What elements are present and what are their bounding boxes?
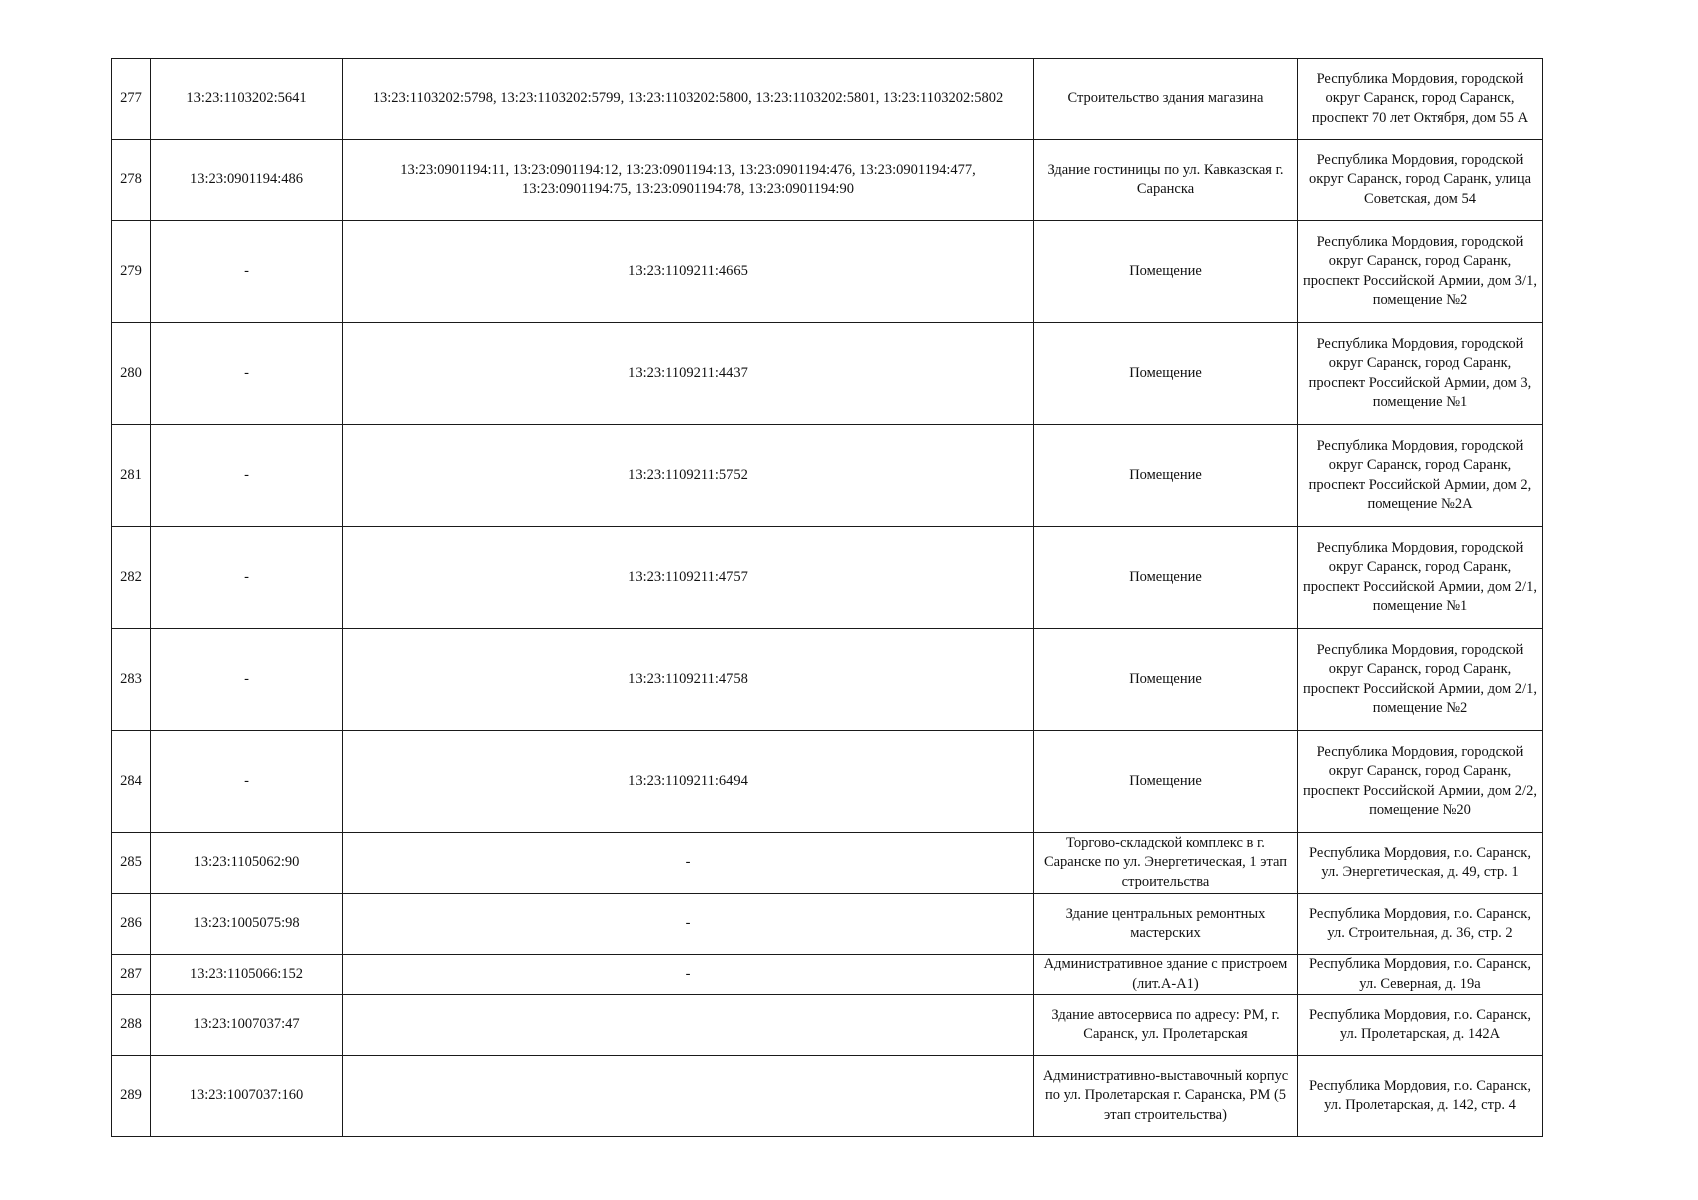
object-address: Республика Мордовия, городской округ Саранск, город Саранк, проспект Российской Армии, дом 2/1, помещение №1 bbox=[1298, 527, 1543, 629]
object-numbers: 13:23:1103202:5798, 13:23:1103202:5799, 13:23:1103202:5800, 13:23:1103202:5801, 13:23:1103202:5802 bbox=[343, 59, 1034, 140]
object-address: Республика Мордовия, г.о. Саранск, ул. Пролетарская, д. 142А bbox=[1298, 995, 1543, 1056]
object-name: Помещение bbox=[1034, 425, 1298, 527]
row-number: 277 bbox=[112, 59, 151, 140]
object-numbers: 13:23:1109211:5752 bbox=[343, 425, 1034, 527]
row-number: 279 bbox=[112, 221, 151, 323]
object-name: Строительство здания магазина bbox=[1034, 59, 1298, 140]
object-numbers: 13:23:1109211:6494 bbox=[343, 731, 1034, 833]
object-name: Помещение bbox=[1034, 629, 1298, 731]
row-number: 288 bbox=[112, 995, 151, 1056]
table-row bbox=[112, 527, 1543, 629]
object-numbers bbox=[343, 1056, 1034, 1137]
object-name: Помещение bbox=[1034, 527, 1298, 629]
object-address: Республика Мордовия, городской округ Саранск, город Саранк, проспект Российской Армии, дом 2/1, помещение №2 bbox=[1298, 629, 1543, 731]
table-row bbox=[112, 221, 1543, 323]
cadastral-number: - bbox=[151, 221, 343, 323]
cadastral-number: 13:23:1005075:98 bbox=[151, 894, 343, 955]
table-row bbox=[112, 59, 1543, 140]
object-numbers: 13:23:1109211:4665 bbox=[343, 221, 1034, 323]
object-name: Торгово-складской комплекс в г. Саранске по ул. Энергетическая, 1 этап строительства bbox=[1034, 833, 1298, 894]
row-number: 284 bbox=[112, 731, 151, 833]
object-address: Республика Мордовия, г.о. Саранск, ул. Энергетическая, д. 49, стр. 1 bbox=[1298, 833, 1543, 894]
cadastral-number: 13:23:1105062:90 bbox=[151, 833, 343, 894]
object-numbers: 13:23:1109211:4437 bbox=[343, 323, 1034, 425]
row-number: 281 bbox=[112, 425, 151, 527]
object-address: Республика Мордовия, городской округ Саранск, город Саранск, проспект 70 лет Октября, дом 55 А bbox=[1298, 59, 1543, 140]
object-name: Помещение bbox=[1034, 221, 1298, 323]
object-numbers: - bbox=[343, 833, 1034, 894]
cadastral-number: - bbox=[151, 731, 343, 833]
cadastral-number: - bbox=[151, 425, 343, 527]
table-row bbox=[112, 323, 1543, 425]
object-name: Здание автосервиса по адресу: РМ, г. Саранск, ул. Пролетарская bbox=[1034, 995, 1298, 1056]
cadastral-number: 13:23:1007037:47 bbox=[151, 995, 343, 1056]
object-numbers bbox=[343, 995, 1034, 1056]
cadastral-number: 13:23:0901194:486 bbox=[151, 140, 343, 221]
table-row bbox=[112, 995, 1543, 1056]
registry-table bbox=[111, 58, 1543, 1137]
table-row bbox=[112, 955, 1543, 995]
object-name: Здание центральных ремонтных мастерских bbox=[1034, 894, 1298, 955]
table-row bbox=[112, 629, 1543, 731]
object-address: Республика Мордовия, городской округ Саранск, город Саранк, проспект Российской Армии, дом 3, помещение №1 bbox=[1298, 323, 1543, 425]
row-number: 278 bbox=[112, 140, 151, 221]
table-row bbox=[112, 731, 1543, 833]
object-address: Республика Мордовия, г.о. Саранск, ул. Пролетарская, д. 142, стр. 4 bbox=[1298, 1056, 1543, 1137]
cadastral-number: - bbox=[151, 629, 343, 731]
object-name: Помещение bbox=[1034, 731, 1298, 833]
object-address: Республика Мордовия, городской округ Саранск, город Саранк, проспект Российской Армии, дом 2/2, помещение №20 bbox=[1298, 731, 1543, 833]
object-numbers: 13:23:1109211:4758 bbox=[343, 629, 1034, 731]
row-number: 280 bbox=[112, 323, 151, 425]
object-address: Республика Мордовия, г.о. Саранск, ул. Строительная, д. 36, стр. 2 bbox=[1298, 894, 1543, 955]
row-number: 283 bbox=[112, 629, 151, 731]
row-number: 287 bbox=[112, 955, 151, 995]
object-name: Здание гостиницы по ул. Кавказская г. Саранска bbox=[1034, 140, 1298, 221]
object-numbers: 13:23:1109211:4757 bbox=[343, 527, 1034, 629]
table-row bbox=[112, 833, 1543, 894]
object-numbers: 13:23:0901194:11, 13:23:0901194:12, 13:23:0901194:13, 13:23:0901194:476, 13:23:0901194:477, 13:23:0901194:75, 13:23:0901194:78, 13:23:0901194:90 bbox=[343, 140, 1034, 221]
row-number: 282 bbox=[112, 527, 151, 629]
table-row bbox=[112, 894, 1543, 955]
cadastral-number: - bbox=[151, 323, 343, 425]
object-address: Республика Мордовия, городской округ Саранск, город Саранк, улица Советская, дом 54 bbox=[1298, 140, 1543, 221]
object-name: Помещение bbox=[1034, 323, 1298, 425]
row-number: 285 bbox=[112, 833, 151, 894]
table-row bbox=[112, 425, 1543, 527]
object-name: Административное здание с пристроем (лит.А-А1) bbox=[1034, 955, 1298, 995]
table-row bbox=[112, 140, 1543, 221]
table-row bbox=[112, 1056, 1543, 1137]
cadastral-number: 13:23:1007037:160 bbox=[151, 1056, 343, 1137]
object-address: Республика Мордовия, г.о. Саранск, ул. Северная, д. 19а bbox=[1298, 955, 1543, 995]
object-name: Административно-выставочный корпус по ул. Пролетарская г. Саранска, РМ (5 этап строительства) bbox=[1034, 1056, 1298, 1137]
object-address: Республика Мордовия, городской округ Саранск, город Саранк, проспект Российской Армии, дом 3/1, помещение №2 bbox=[1298, 221, 1543, 323]
cadastral-number: 13:23:1103202:5641 bbox=[151, 59, 343, 140]
object-address: Республика Мордовия, городской округ Саранск, город Саранк, проспект Российской Армии, дом 2, помещение №2А bbox=[1298, 425, 1543, 527]
row-number: 286 bbox=[112, 894, 151, 955]
cadastral-number: - bbox=[151, 527, 343, 629]
cadastral-number: 13:23:1105066:152 bbox=[151, 955, 343, 995]
object-numbers: - bbox=[343, 955, 1034, 995]
object-numbers: - bbox=[343, 894, 1034, 955]
row-number: 289 bbox=[112, 1056, 151, 1137]
